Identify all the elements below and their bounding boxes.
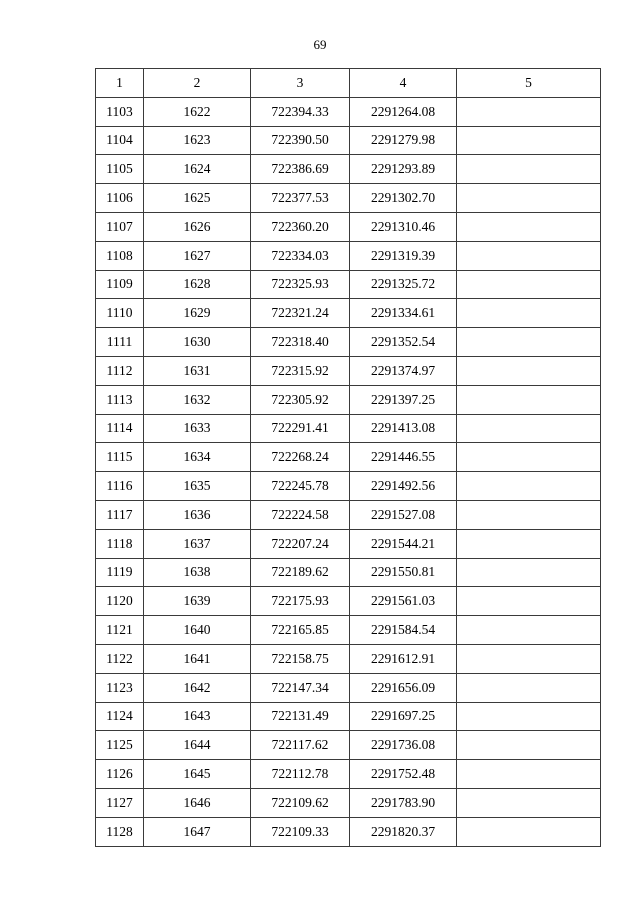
table-header-row bbox=[96, 69, 601, 98]
table-row bbox=[96, 587, 601, 616]
column-header-4: 4 bbox=[350, 69, 457, 98]
table-cell-col-2: 1635 bbox=[144, 472, 251, 501]
table-cell-col-2: 1638 bbox=[144, 558, 251, 587]
table-cell-col-4: 2291279.98 bbox=[350, 126, 457, 155]
table-cell-col-5 bbox=[457, 443, 601, 472]
table-cell-col-1: 1104 bbox=[96, 126, 144, 155]
table-cell-col-4: 2291752.48 bbox=[350, 760, 457, 789]
table-cell-col-3: 722360.20 bbox=[251, 212, 350, 241]
table-cell-col-3: 722394.33 bbox=[251, 97, 350, 126]
table-cell-col-3: 722305.92 bbox=[251, 385, 350, 414]
table-cell-col-5 bbox=[457, 414, 601, 443]
table-cell-col-3: 722386.69 bbox=[251, 155, 350, 184]
table-cell-col-1: 1108 bbox=[96, 241, 144, 270]
table-row bbox=[96, 126, 601, 155]
table-row bbox=[96, 529, 601, 558]
table-cell-col-5 bbox=[457, 97, 601, 126]
table-cell-col-3: 722224.58 bbox=[251, 500, 350, 529]
table-cell-col-2: 1628 bbox=[144, 270, 251, 299]
table-cell-col-3: 722245.78 bbox=[251, 472, 350, 501]
table-cell-col-5 bbox=[457, 817, 601, 846]
table-cell-col-1: 1115 bbox=[96, 443, 144, 472]
table-row bbox=[96, 644, 601, 673]
table-row bbox=[96, 299, 601, 328]
table-cell-col-1: 1103 bbox=[96, 97, 144, 126]
table-cell-col-3: 722158.75 bbox=[251, 644, 350, 673]
table-cell-col-4: 2291584.54 bbox=[350, 616, 457, 645]
table-cell-col-4: 2291310.46 bbox=[350, 212, 457, 241]
table-cell-col-2: 1645 bbox=[144, 760, 251, 789]
table-cell-col-2: 1626 bbox=[144, 212, 251, 241]
table-row bbox=[96, 270, 601, 299]
table-cell-col-5 bbox=[457, 587, 601, 616]
table-row bbox=[96, 788, 601, 817]
column-header-1: 1 bbox=[96, 69, 144, 98]
table-cell-col-3: 722334.03 bbox=[251, 241, 350, 270]
table-cell-col-1: 1123 bbox=[96, 673, 144, 702]
table-cell-col-3: 722147.34 bbox=[251, 673, 350, 702]
table-cell-col-3: 722175.93 bbox=[251, 587, 350, 616]
table-cell-col-4: 2291319.39 bbox=[350, 241, 457, 270]
table-cell-col-1: 1110 bbox=[96, 299, 144, 328]
table-row bbox=[96, 500, 601, 529]
table-cell-col-5 bbox=[457, 212, 601, 241]
table-row bbox=[96, 328, 601, 357]
table-cell-col-1: 1106 bbox=[96, 184, 144, 213]
table-cell-col-3: 722165.85 bbox=[251, 616, 350, 645]
table-cell-col-2: 1640 bbox=[144, 616, 251, 645]
table-cell-col-1: 1126 bbox=[96, 760, 144, 789]
table-cell-col-2: 1647 bbox=[144, 817, 251, 846]
table-cell-col-5 bbox=[457, 529, 601, 558]
table-cell-col-1: 1128 bbox=[96, 817, 144, 846]
table-cell-col-1: 1119 bbox=[96, 558, 144, 587]
table-cell-col-5 bbox=[457, 500, 601, 529]
table-cell-col-5 bbox=[457, 644, 601, 673]
page-number: 69 bbox=[313, 37, 327, 52]
table-row bbox=[96, 558, 601, 587]
table-cell-col-4: 2291544.21 bbox=[350, 529, 457, 558]
table-cell-col-1: 1127 bbox=[96, 788, 144, 817]
table-cell-col-3: 722315.92 bbox=[251, 356, 350, 385]
table-cell-col-3: 722131.49 bbox=[251, 702, 350, 731]
table-cell-col-5 bbox=[457, 472, 601, 501]
table-cell-col-5 bbox=[457, 673, 601, 702]
table-cell-col-4: 2291264.08 bbox=[350, 97, 457, 126]
table-cell-col-3: 722321.24 bbox=[251, 299, 350, 328]
table-cell-col-4: 2291302.70 bbox=[350, 184, 457, 213]
table-row bbox=[96, 97, 601, 126]
table-cell-col-5 bbox=[457, 788, 601, 817]
table-row bbox=[96, 702, 601, 731]
table-cell-col-4: 2291697.25 bbox=[350, 702, 457, 731]
table-cell-col-5 bbox=[457, 270, 601, 299]
column-header-3: 3 bbox=[251, 69, 350, 98]
table-cell-col-2: 1632 bbox=[144, 385, 251, 414]
table-cell-col-1: 1117 bbox=[96, 500, 144, 529]
table-cell-col-5 bbox=[457, 385, 601, 414]
table-cell-col-2: 1643 bbox=[144, 702, 251, 731]
table-cell-col-5 bbox=[457, 184, 601, 213]
table-cell-col-4: 2291293.89 bbox=[350, 155, 457, 184]
table-row bbox=[96, 616, 601, 645]
table-cell-col-2: 1646 bbox=[144, 788, 251, 817]
table-cell-col-5 bbox=[457, 299, 601, 328]
table-cell-col-2: 1637 bbox=[144, 529, 251, 558]
table-body bbox=[96, 97, 601, 846]
table-cell-col-4: 2291352.54 bbox=[350, 328, 457, 357]
table-cell-col-4: 2291736.08 bbox=[350, 731, 457, 760]
table-row bbox=[96, 212, 601, 241]
table-cell-col-5 bbox=[457, 616, 601, 645]
table-cell-col-1: 1121 bbox=[96, 616, 144, 645]
table-cell-col-1: 1124 bbox=[96, 702, 144, 731]
table-cell-col-4: 2291413.08 bbox=[350, 414, 457, 443]
table-cell-col-5 bbox=[457, 702, 601, 731]
table-cell-col-1: 1113 bbox=[96, 385, 144, 414]
table-cell-col-4: 2291783.90 bbox=[350, 788, 457, 817]
table-cell-col-4: 2291374.97 bbox=[350, 356, 457, 385]
table-cell-col-3: 722207.24 bbox=[251, 529, 350, 558]
table-row bbox=[96, 155, 601, 184]
table-cell-col-1: 1122 bbox=[96, 644, 144, 673]
table-cell-col-2: 1631 bbox=[144, 356, 251, 385]
table-row bbox=[96, 356, 601, 385]
table-cell-col-1: 1107 bbox=[96, 212, 144, 241]
table-cell-col-3: 722117.62 bbox=[251, 731, 350, 760]
table-row bbox=[96, 184, 601, 213]
table-cell-col-1: 1116 bbox=[96, 472, 144, 501]
table-cell-col-3: 722377.53 bbox=[251, 184, 350, 213]
table-cell-col-4: 2291397.25 bbox=[350, 385, 457, 414]
table-row bbox=[96, 241, 601, 270]
table-cell-col-2: 1644 bbox=[144, 731, 251, 760]
table-cell-col-2: 1629 bbox=[144, 299, 251, 328]
coordinates-table bbox=[95, 68, 601, 847]
table-cell-col-1: 1112 bbox=[96, 356, 144, 385]
table-cell-col-4: 2291446.55 bbox=[350, 443, 457, 472]
table-cell-col-3: 722291.41 bbox=[251, 414, 350, 443]
table-cell-col-5 bbox=[457, 155, 601, 184]
table-cell-col-2: 1639 bbox=[144, 587, 251, 616]
table-cell-col-4: 2291527.08 bbox=[350, 500, 457, 529]
table-cell-col-2: 1625 bbox=[144, 184, 251, 213]
table-cell-col-1: 1120 bbox=[96, 587, 144, 616]
table-cell-col-3: 722325.93 bbox=[251, 270, 350, 299]
table-cell-col-2: 1627 bbox=[144, 241, 251, 270]
table-cell-col-3: 722390.50 bbox=[251, 126, 350, 155]
table-cell-col-1: 1118 bbox=[96, 529, 144, 558]
table-cell-col-4: 2291656.09 bbox=[350, 673, 457, 702]
table-cell-col-3: 722318.40 bbox=[251, 328, 350, 357]
table-cell-col-5 bbox=[457, 328, 601, 357]
table-cell-col-3: 722268.24 bbox=[251, 443, 350, 472]
table-cell-col-4: 2291334.61 bbox=[350, 299, 457, 328]
table-cell-col-1: 1109 bbox=[96, 270, 144, 299]
table-cell-col-1: 1125 bbox=[96, 731, 144, 760]
table-cell-col-4: 2291561.03 bbox=[350, 587, 457, 616]
table-cell-col-2: 1633 bbox=[144, 414, 251, 443]
table-cell-col-5 bbox=[457, 731, 601, 760]
table-row bbox=[96, 385, 601, 414]
table-cell-col-3: 722189.62 bbox=[251, 558, 350, 587]
table-cell-col-4: 2291550.81 bbox=[350, 558, 457, 587]
table-cell-col-2: 1624 bbox=[144, 155, 251, 184]
table-cell-col-4: 2291492.56 bbox=[350, 472, 457, 501]
table-row bbox=[96, 414, 601, 443]
table-cell-col-3: 722109.33 bbox=[251, 817, 350, 846]
table-cell-col-1: 1105 bbox=[96, 155, 144, 184]
column-header-2: 2 bbox=[144, 69, 251, 98]
table-row bbox=[96, 760, 601, 789]
table-row bbox=[96, 817, 601, 846]
table-row bbox=[96, 472, 601, 501]
table-cell-col-3: 722109.62 bbox=[251, 788, 350, 817]
table-cell-col-2: 1630 bbox=[144, 328, 251, 357]
table-cell-col-4: 2291612.91 bbox=[350, 644, 457, 673]
table-cell-col-5 bbox=[457, 558, 601, 587]
table-row bbox=[96, 443, 601, 472]
column-header-5: 5 bbox=[457, 69, 601, 98]
table-cell-col-5 bbox=[457, 126, 601, 155]
table-cell-col-4: 2291820.37 bbox=[350, 817, 457, 846]
table-cell-col-2: 1642 bbox=[144, 673, 251, 702]
table-cell-col-2: 1623 bbox=[144, 126, 251, 155]
table-cell-col-5 bbox=[457, 760, 601, 789]
table-cell-col-2: 1641 bbox=[144, 644, 251, 673]
table-row bbox=[96, 673, 601, 702]
table-cell-col-1: 1111 bbox=[96, 328, 144, 357]
table-cell-col-2: 1622 bbox=[144, 97, 251, 126]
table-cell-col-2: 1634 bbox=[144, 443, 251, 472]
table-cell-col-4: 2291325.72 bbox=[350, 270, 457, 299]
table-cell-col-5 bbox=[457, 241, 601, 270]
table-cell-col-5 bbox=[457, 356, 601, 385]
table-cell-col-1: 1114 bbox=[96, 414, 144, 443]
table-cell-col-2: 1636 bbox=[144, 500, 251, 529]
table-row bbox=[96, 731, 601, 760]
table-cell-col-3: 722112.78 bbox=[251, 760, 350, 789]
